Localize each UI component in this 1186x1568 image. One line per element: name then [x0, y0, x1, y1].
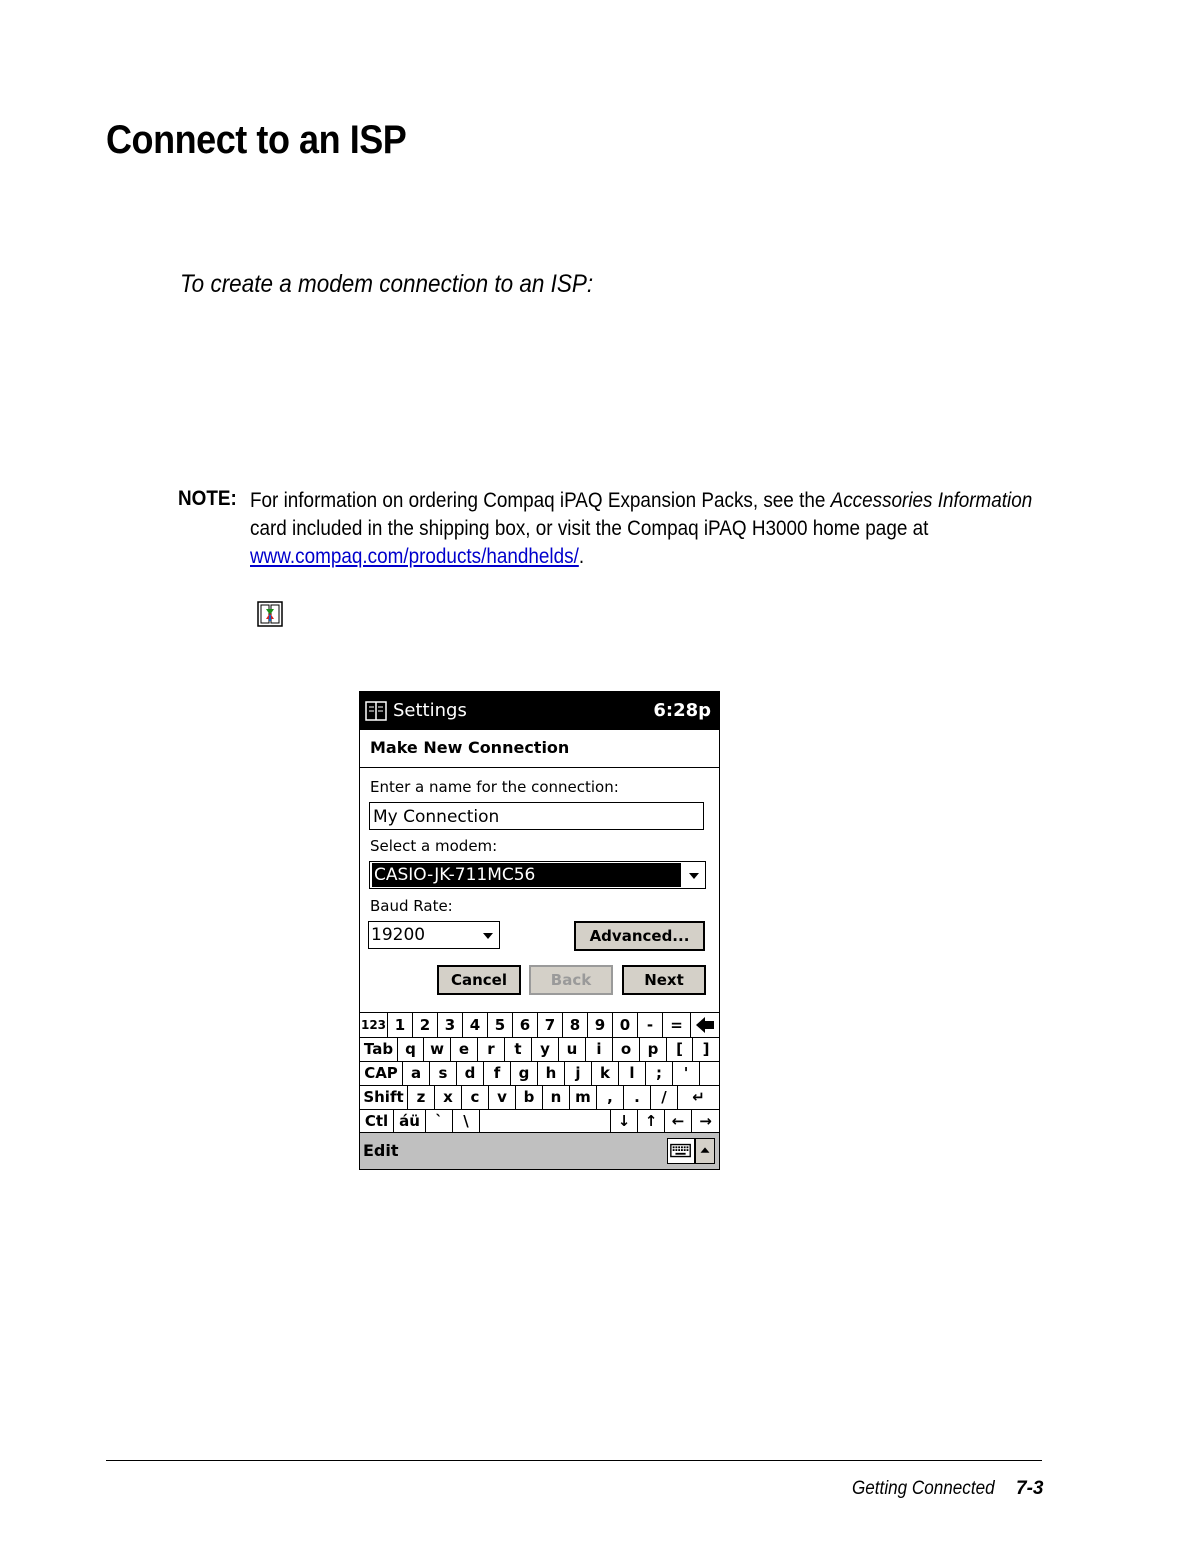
- key-accents[interactable]: áü: [394, 1109, 426, 1133]
- key-v[interactable]: v: [489, 1085, 516, 1109]
- key-o[interactable]: o: [613, 1037, 640, 1061]
- key-a[interactable]: a: [403, 1061, 430, 1085]
- key-p[interactable]: p: [640, 1037, 667, 1061]
- key-c[interactable]: c: [462, 1085, 489, 1109]
- key-1[interactable]: 1: [388, 1013, 413, 1037]
- backspace-icon[interactable]: [691, 1013, 719, 1037]
- key-semicolon[interactable]: ;: [646, 1061, 673, 1085]
- key-6[interactable]: 6: [513, 1013, 538, 1037]
- baud-rate-value: 19200: [371, 925, 426, 945]
- key-r[interactable]: r: [478, 1037, 505, 1061]
- key-shift[interactable]: Shift: [360, 1085, 408, 1109]
- key-space[interactable]: [480, 1109, 611, 1133]
- dialog-header: [360, 730, 719, 768]
- key-u[interactable]: u: [559, 1037, 586, 1061]
- footer-divider: [106, 1460, 1042, 1461]
- key-s[interactable]: s: [430, 1061, 457, 1085]
- settings-icon: [257, 601, 283, 627]
- keyboard-row-5: [360, 1109, 719, 1133]
- keyboard-row-3: [360, 1061, 719, 1086]
- next-button[interactable]: Next: [622, 965, 706, 995]
- key-k[interactable]: k: [592, 1061, 619, 1085]
- key-caps[interactable]: CAP: [360, 1061, 403, 1085]
- key-2[interactable]: 2: [413, 1013, 438, 1037]
- key-slash[interactable]: /: [651, 1085, 678, 1109]
- key-d[interactable]: d: [457, 1061, 484, 1085]
- key-right-bracket[interactable]: ]: [702, 1040, 710, 1058]
- key-q[interactable]: q: [398, 1037, 424, 1061]
- key-equals[interactable]: =: [663, 1013, 691, 1037]
- title-bar: [360, 692, 719, 730]
- key-j[interactable]: j: [565, 1061, 592, 1085]
- key-comma[interactable]: ,: [597, 1085, 624, 1109]
- modem-label: Select a modem:: [370, 837, 498, 855]
- key-8[interactable]: 8: [563, 1013, 588, 1037]
- key-left-arrow[interactable]: ←: [665, 1109, 692, 1133]
- key-down-arrow[interactable]: ↓: [611, 1109, 638, 1133]
- start-icon[interactable]: [365, 700, 387, 722]
- page-number: 7-3: [1016, 1478, 1044, 1499]
- key-f[interactable]: f: [484, 1061, 511, 1085]
- key-b[interactable]: b: [516, 1085, 543, 1109]
- dropdown-arrow-icon: [483, 933, 493, 939]
- soft-keyboard: [360, 1012, 719, 1133]
- key-3[interactable]: 3: [438, 1013, 463, 1037]
- note-label: NOTE:: [178, 487, 237, 510]
- key-t[interactable]: t: [505, 1037, 532, 1061]
- procedure-heading: To create a modem connection to an ISP:: [180, 270, 594, 298]
- modem-value: CASIO-JK-711MC56: [372, 863, 681, 887]
- menu-bar: [360, 1132, 719, 1170]
- key-z[interactable]: z: [408, 1085, 435, 1109]
- key-0[interactable]: 0: [613, 1013, 638, 1037]
- connection-name-label: Enter a name for the connection:: [370, 778, 619, 796]
- key-g[interactable]: g: [511, 1061, 538, 1085]
- modem-select[interactable]: [369, 861, 706, 889]
- note-text: [250, 487, 1042, 571]
- key-e[interactable]: e: [451, 1037, 478, 1061]
- key-up-arrow[interactable]: ↑: [638, 1109, 665, 1133]
- key-ctl[interactable]: Ctl: [360, 1109, 394, 1133]
- key-quote[interactable]: ': [673, 1061, 700, 1085]
- input-selector-arrow-icon[interactable]: [695, 1138, 715, 1164]
- baud-rate-select[interactable]: [368, 921, 500, 949]
- keyboard-row-2: [360, 1037, 719, 1062]
- key-x[interactable]: x: [435, 1085, 462, 1109]
- pocketpc-screen: [359, 691, 720, 1170]
- back-button[interactable]: Back: [529, 965, 613, 995]
- key-4[interactable]: 4: [463, 1013, 488, 1037]
- key-w[interactable]: w: [424, 1037, 451, 1061]
- key-tab[interactable]: Tab: [360, 1037, 398, 1061]
- cancel-button[interactable]: Cancel: [437, 965, 521, 995]
- key-right-arrow[interactable]: →: [699, 1112, 712, 1130]
- note-text-start: For information on ordering Compaq iPAQ Expansion Packs, see the: [250, 489, 831, 512]
- enter-icon[interactable]: ↵: [692, 1088, 705, 1106]
- note-italic: Accessories Information: [830, 489, 1033, 512]
- keyboard-row-4: [360, 1085, 719, 1110]
- app-title: Settings: [393, 700, 467, 721]
- key-y[interactable]: y: [532, 1037, 559, 1061]
- dialog-title: Make New Connection: [370, 738, 570, 757]
- key-m[interactable]: m: [570, 1085, 597, 1109]
- advanced-button[interactable]: Advanced...: [574, 921, 705, 951]
- edit-menu[interactable]: Edit: [363, 1141, 399, 1160]
- key-backslash[interactable]: \: [453, 1109, 480, 1133]
- key-l[interactable]: l: [619, 1061, 646, 1085]
- key-5[interactable]: 5: [488, 1013, 513, 1037]
- baud-rate-label: Baud Rate:: [370, 897, 453, 915]
- page-title: Connect to an ISP: [106, 118, 407, 162]
- note-text-middle: card included in the shipping box, or visit the Compaq iPAQ H3000 home page at: [250, 517, 929, 540]
- key-123[interactable]: 123: [360, 1013, 388, 1037]
- key-7[interactable]: 7: [538, 1013, 563, 1037]
- clock: 6:28p: [653, 700, 711, 721]
- dropdown-arrow-icon: [689, 873, 699, 879]
- key-h[interactable]: h: [538, 1061, 565, 1085]
- key-9[interactable]: 9: [588, 1013, 613, 1037]
- key-left-bracket[interactable]: [: [667, 1037, 693, 1061]
- note-text-end: .: [578, 545, 585, 568]
- compaq-link[interactable]: www.compaq.com/products/handhelds/: [250, 545, 579, 568]
- key-n[interactable]: n: [543, 1085, 570, 1109]
- key-i[interactable]: i: [586, 1037, 613, 1061]
- key-backtick[interactable]: `: [426, 1109, 453, 1133]
- key-period[interactable]: .: [624, 1085, 651, 1109]
- connection-name-input[interactable]: My Connection: [369, 802, 704, 830]
- footer-chapter-title: Getting Connected: [852, 1478, 995, 1499]
- keyboard-row-1: [360, 1013, 719, 1038]
- key-minus[interactable]: -: [638, 1013, 663, 1037]
- keyboard-icon[interactable]: [667, 1138, 695, 1164]
